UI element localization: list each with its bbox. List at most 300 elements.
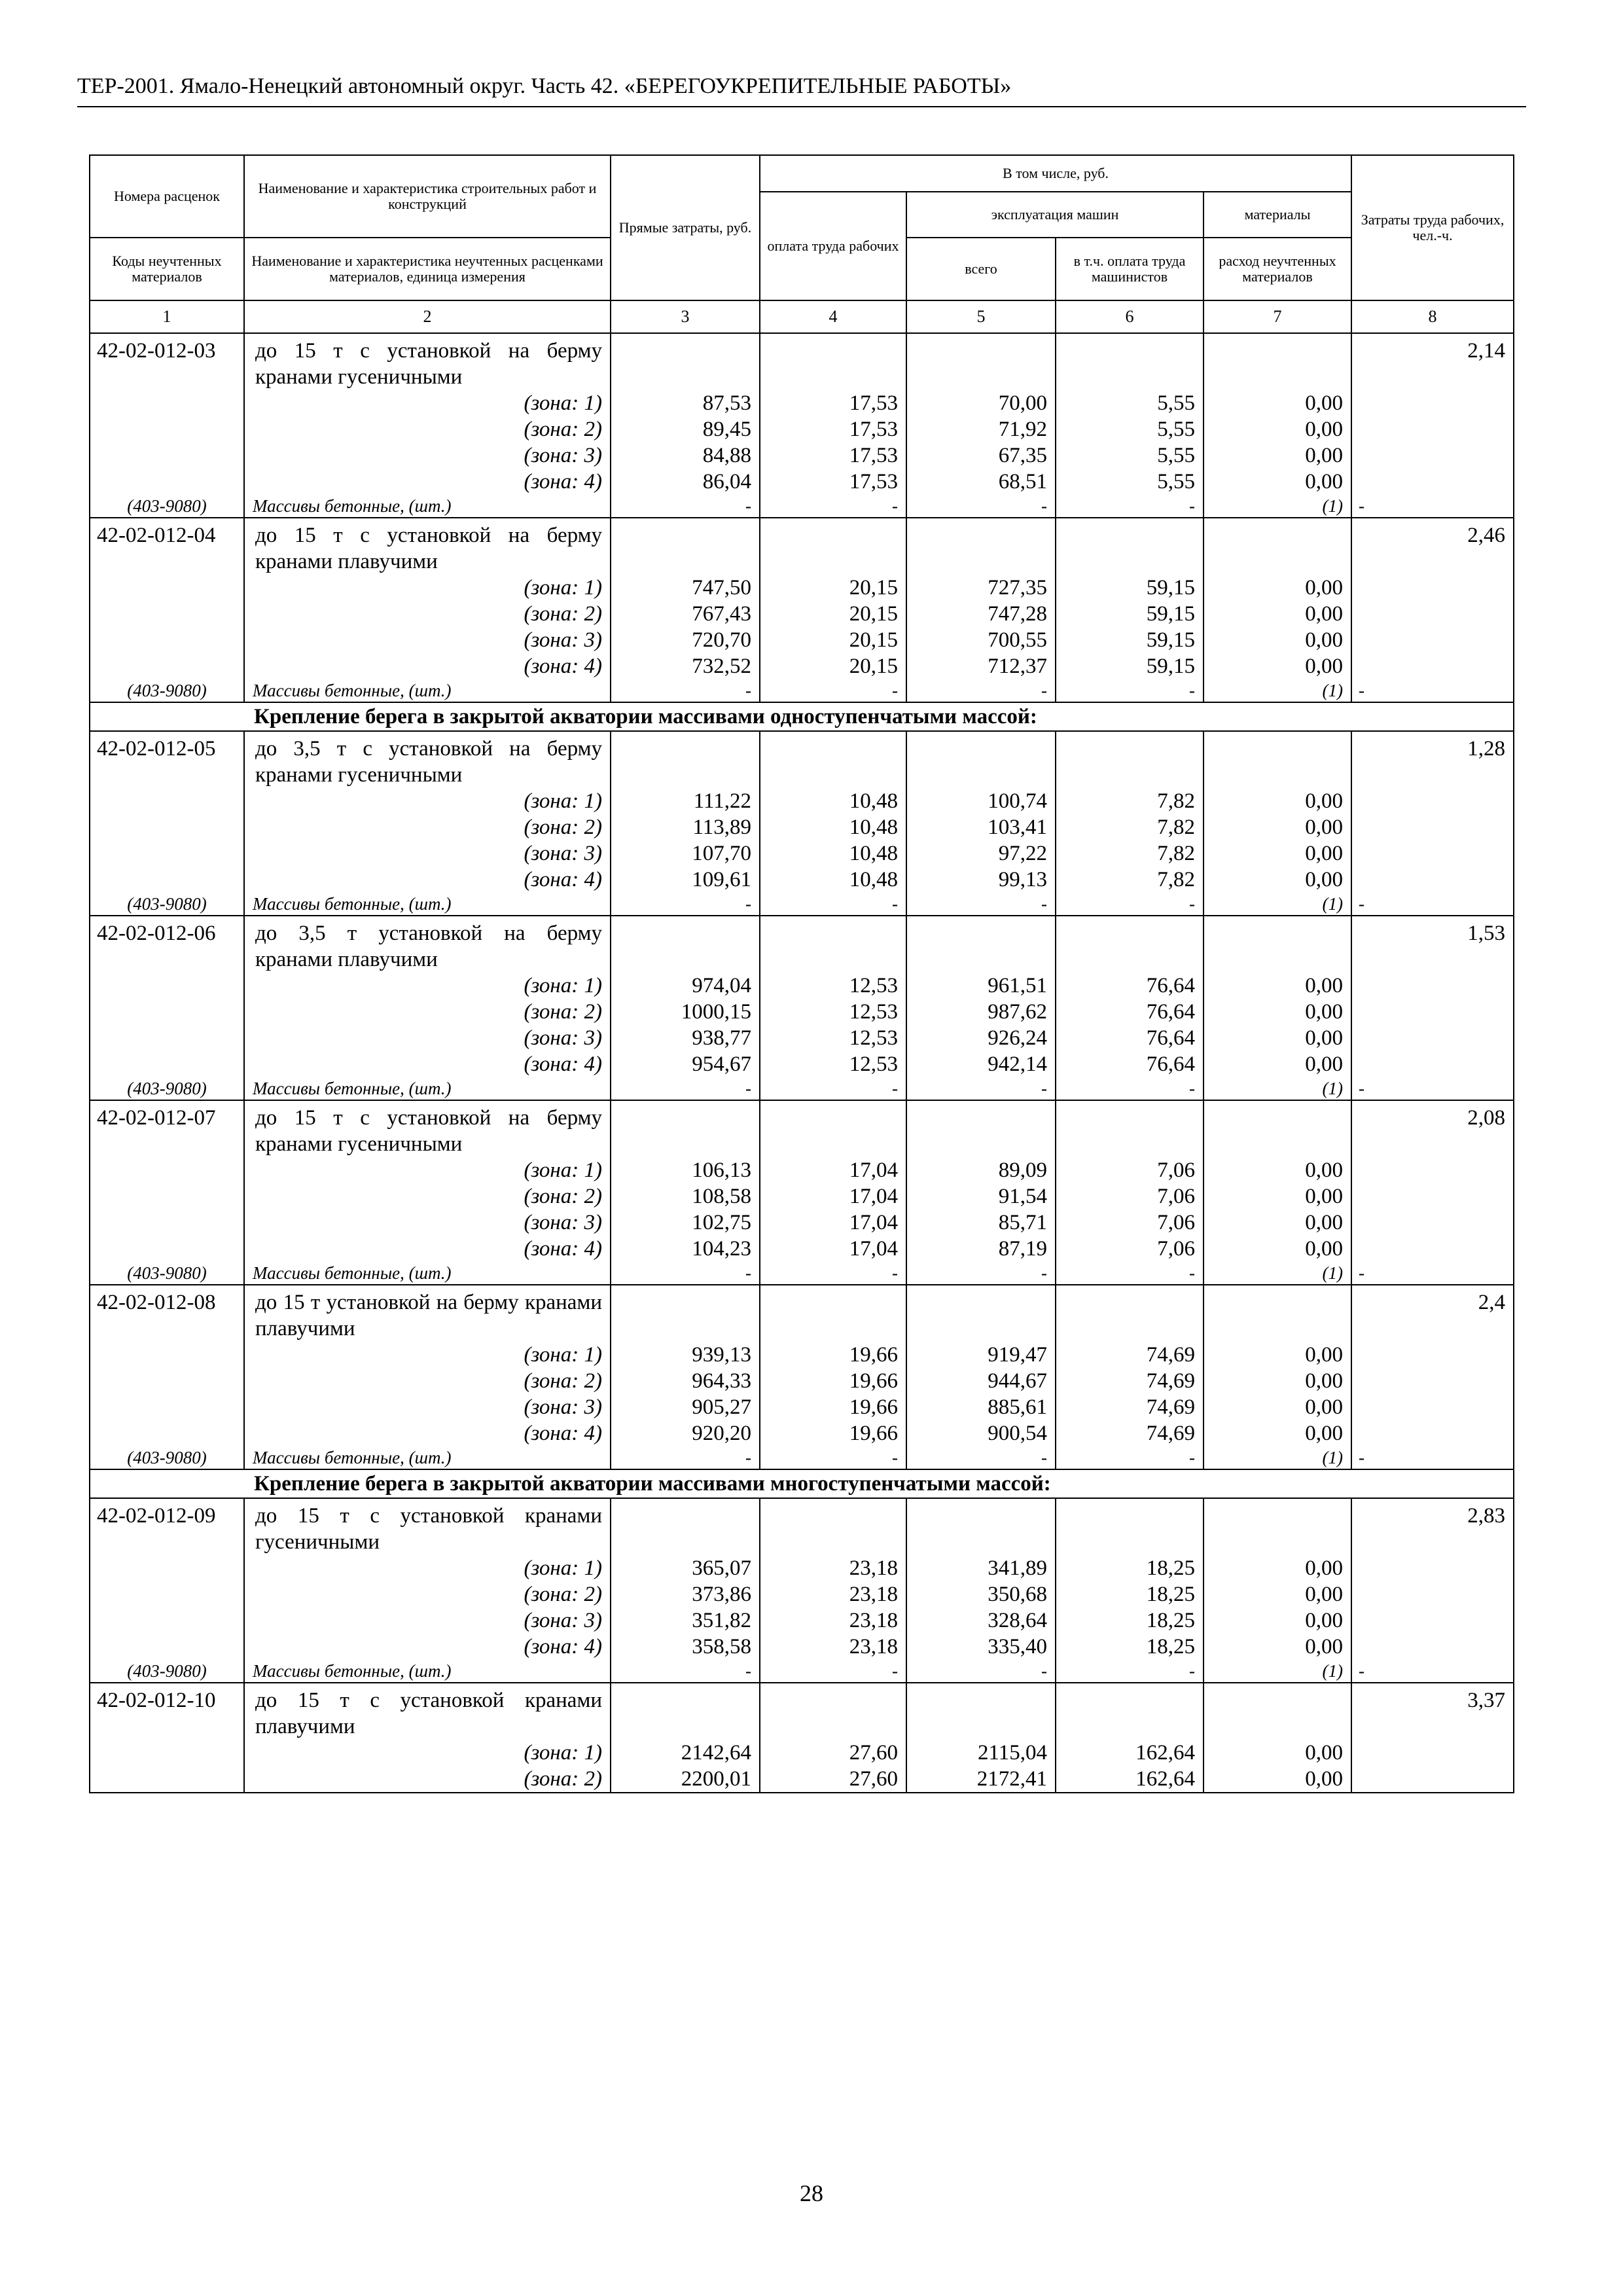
worker-wage: 23,18 [760,1555,906,1581]
direct-cost: 732,52 [611,653,760,679]
operator-wage: 7,82 [1056,788,1204,814]
material-code: (403-9080) [90,495,244,518]
material-machine: - [906,679,1056,702]
operator-wage: 18,25 [1056,1634,1204,1660]
operator-wage: 59,15 [1056,653,1204,679]
zone-row [90,653,1514,679]
rate-name: до 15 т с установкой на берму кранами плавучими [244,518,611,575]
operator-wage: 76,64 [1056,973,1204,999]
empty-cell [1056,1498,1204,1555]
machine-cost: 87,19 [906,1236,1056,1262]
zone-row [90,390,1514,416]
empty-cell [90,1634,244,1660]
worker-wage: 12,53 [760,999,906,1025]
operator-wage: 18,25 [1056,1581,1204,1607]
worker-wage: 12,53 [760,973,906,999]
material-code: (403-9080) [90,679,244,702]
rate-name: до 15 т с установкой кранами плавучими [244,1683,611,1740]
empty-cell [1351,1183,1514,1210]
empty-cell [906,1285,1056,1342]
material-usage: (1) [1204,1262,1351,1285]
material-direct: - [611,679,760,702]
material-cost: 0,00 [1204,973,1351,999]
material-cost: 0,00 [1204,1051,1351,1077]
worker-wage: 20,15 [760,575,906,601]
machine-cost: 987,62 [906,999,1056,1025]
empty-cell [1351,601,1514,627]
machine-cost: 70,00 [906,390,1056,416]
empty-cell [1351,1607,1514,1634]
machine-cost: 942,14 [906,1051,1056,1077]
rate-title-row [90,731,1514,788]
labor-cost: 2,14 [1351,333,1514,390]
direct-cost: 365,07 [611,1555,760,1581]
empty-cell [90,390,244,416]
zone-row [90,1555,1514,1581]
zone-row [90,469,1514,495]
col7-header: расход неучтенных материалов [1204,238,1351,300]
col2-bottom-header: Наименование и характеристика неучтенных расценками материалов, единица измерения [244,238,611,300]
material-code: (403-9080) [90,1262,244,1285]
material-cost: 0,00 [1204,1420,1351,1446]
rate-code: 42-02-012-07 [90,1100,244,1157]
direct-cost: 111,22 [611,788,760,814]
column-number: 4 [760,300,906,333]
zone-row [90,1766,1514,1793]
material-cost: 0,00 [1204,601,1351,627]
material-row [90,1446,1514,1469]
section-row [90,1469,1514,1498]
empty-cell [906,333,1056,390]
material-row [90,1077,1514,1100]
empty-cell [90,469,244,495]
operator-wage: 74,69 [1056,1394,1204,1420]
operator-wage: 74,69 [1056,1420,1204,1446]
empty-cell [1204,1100,1351,1157]
rate-code: 42-02-012-08 [90,1285,244,1342]
empty-cell [1351,788,1514,814]
rate-code: 42-02-012-06 [90,916,244,973]
material-operator: - [1056,1077,1204,1100]
operator-wage: 7,06 [1056,1236,1204,1262]
empty-cell [1204,916,1351,973]
material-cost: 0,00 [1204,653,1351,679]
worker-wage: 17,53 [760,469,906,495]
empty-cell [1351,1210,1514,1236]
empty-cell [90,1420,244,1446]
zone-label: (зона: 2) [244,601,611,627]
material-code: (403-9080) [90,1660,244,1683]
direct-cost: 905,27 [611,1394,760,1420]
worker-wage: 17,04 [760,1210,906,1236]
section-title: Крепление берега в закрытой акватории массивами одноступенчатыми массой: [90,702,1514,731]
worker-wage: 10,48 [760,788,906,814]
empty-cell [90,1555,244,1581]
direct-cost: 939,13 [611,1342,760,1368]
col1-top-header: Номера расценок [90,155,244,238]
empty-cell [90,973,244,999]
operator-wage: 18,25 [1056,1607,1204,1634]
labor-cost: 2,83 [1351,1498,1514,1555]
column-number: 2 [244,300,611,333]
zone-label: (зона: 1) [244,390,611,416]
empty-cell [90,1740,244,1766]
material-direct: - [611,495,760,518]
zone-label: (зона: 4) [244,1420,611,1446]
rate-title-row [90,518,1514,575]
direct-cost: 102,75 [611,1210,760,1236]
material-operator: - [1056,1446,1204,1469]
machine-cost: 944,67 [906,1368,1056,1394]
rate-name: до 3,5 т установкой на берму кранами плавучими [244,916,611,973]
empty-cell [1056,1285,1204,1342]
zone-row [90,1236,1514,1262]
operator-wage: 76,64 [1056,999,1204,1025]
direct-cost: 938,77 [611,1025,760,1051]
worker-wage: 23,18 [760,1634,906,1660]
empty-cell [1351,1025,1514,1051]
empty-cell [90,575,244,601]
material-usage: (1) [1204,495,1351,518]
empty-cell [1056,1683,1204,1740]
empty-cell [1351,1420,1514,1446]
empty-cell [90,840,244,867]
zone-row [90,1394,1514,1420]
empty-cell [1351,1051,1514,1077]
material-wage: - [760,893,906,916]
zone-label: (зона: 3) [244,1210,611,1236]
machine-cost: 335,40 [906,1634,1056,1660]
empty-cell [1056,518,1204,575]
direct-cost: 351,82 [611,1607,760,1634]
worker-wage: 20,15 [760,601,906,627]
empty-cell [1351,1740,1514,1766]
empty-cell [1204,1498,1351,1555]
direct-cost: 747,50 [611,575,760,601]
empty-cell [90,1025,244,1051]
material-usage: (1) [1204,679,1351,702]
empty-cell [1351,442,1514,469]
material-cost: 0,00 [1204,1766,1351,1793]
empty-cell [611,1100,760,1157]
zone-label: (зона: 2) [244,1183,611,1210]
machine-cost: 97,22 [906,840,1056,867]
material-cost: 0,00 [1204,1368,1351,1394]
worker-wage: 20,15 [760,627,906,653]
operator-wage: 7,82 [1056,840,1204,867]
empty-cell [90,601,244,627]
labor-cost: 2,08 [1351,1100,1514,1157]
empty-cell [1351,1766,1514,1793]
direct-cost: 109,61 [611,867,760,893]
zone-row [90,788,1514,814]
rate-title-row [90,1498,1514,1555]
rate-title-row [90,916,1514,973]
empty-cell [90,1342,244,1368]
zone-label: (зона: 2) [244,1766,611,1793]
empty-cell [1351,867,1514,893]
material-labor: - [1351,1660,1514,1683]
operator-wage: 7,06 [1056,1183,1204,1210]
machine-cost: 341,89 [906,1555,1056,1581]
worker-wage: 12,53 [760,1051,906,1077]
operator-wage: 59,15 [1056,627,1204,653]
rate-title-row [90,333,1514,390]
empty-cell [1351,1581,1514,1607]
direct-cost: 107,70 [611,840,760,867]
zone-row [90,1368,1514,1394]
zone-label: (зона: 4) [244,653,611,679]
material-row [90,1262,1514,1285]
material-name: Массивы бетонные, (шт.) [244,1660,611,1683]
empty-cell [1056,333,1204,390]
column-number: 6 [1056,300,1204,333]
empty-cell [611,1683,760,1740]
material-cost: 0,00 [1204,390,1351,416]
worker-wage: 19,66 [760,1394,906,1420]
material-cost: 0,00 [1204,1607,1351,1634]
empty-cell [1351,1394,1514,1420]
labor-cost: 1,53 [1351,916,1514,973]
material-cost: 0,00 [1204,1210,1351,1236]
direct-cost: 89,45 [611,416,760,442]
worker-wage: 20,15 [760,653,906,679]
machine-cost: 71,92 [906,416,1056,442]
empty-cell [1351,575,1514,601]
empty-cell [1351,1634,1514,1660]
direct-cost: 87,53 [611,390,760,416]
zone-row [90,999,1514,1025]
zone-row [90,575,1514,601]
direct-cost: 2200,01 [611,1766,760,1793]
worker-wage: 17,04 [760,1236,906,1262]
rate-name: до 15 т установкой на берму кранами плавучими [244,1285,611,1342]
material-cost: 0,00 [1204,867,1351,893]
zone-label: (зона: 2) [244,416,611,442]
section-row [90,702,1514,731]
worker-wage: 17,53 [760,416,906,442]
empty-cell [1204,1683,1351,1740]
empty-cell [1351,1157,1514,1183]
zone-row [90,840,1514,867]
column-number-row [90,300,1514,333]
zone-row [90,1157,1514,1183]
zone-row [90,1634,1514,1660]
empty-cell [90,867,244,893]
empty-cell [906,916,1056,973]
rate-name: до 15 т с установкой кранами гусеничными [244,1498,611,1555]
zone-label: (зона: 1) [244,575,611,601]
machine-cost: 926,24 [906,1025,1056,1051]
rate-code: 42-02-012-05 [90,731,244,788]
zone-row [90,1342,1514,1368]
zone-label: (зона: 4) [244,867,611,893]
zone-row [90,1183,1514,1210]
operator-wage: 74,69 [1056,1368,1204,1394]
direct-cost: 84,88 [611,442,760,469]
material-labor: - [1351,1446,1514,1469]
material-wage: - [760,1446,906,1469]
group-header: В том числе, руб. [760,155,1351,192]
material-labor: - [1351,495,1514,518]
machine-cost: 91,54 [906,1183,1056,1210]
rate-code: 42-02-012-10 [90,1683,244,1740]
material-cost: 0,00 [1204,469,1351,495]
material-row [90,495,1514,518]
operator-wage: 59,15 [1056,575,1204,601]
operator-wage: 76,64 [1056,1051,1204,1077]
material-machine: - [906,1077,1056,1100]
column-number: 1 [90,300,244,333]
worker-wage: 12,53 [760,1025,906,1051]
empty-cell [1351,1368,1514,1394]
empty-cell [1056,916,1204,973]
material-machine: - [906,1446,1056,1469]
empty-cell [611,518,760,575]
material-name: Массивы бетонные, (шт.) [244,679,611,702]
empty-cell [1351,840,1514,867]
zone-row [90,416,1514,442]
zone-label: (зона: 1) [244,788,611,814]
zone-label: (зона: 1) [244,973,611,999]
worker-wage: 19,66 [760,1342,906,1368]
material-wage: - [760,679,906,702]
empty-cell [90,1581,244,1607]
zone-row [90,1607,1514,1634]
zone-label: (зона: 2) [244,1581,611,1607]
zone-row [90,814,1514,840]
machine-cost: 885,61 [906,1394,1056,1420]
material-cost: 0,00 [1204,416,1351,442]
empty-cell [90,788,244,814]
empty-cell [1351,469,1514,495]
materials-header: материалы [1204,192,1351,238]
operator-wage: 162,64 [1056,1766,1204,1793]
empty-cell [906,1683,1056,1740]
operator-wage: 76,64 [1056,1025,1204,1051]
empty-cell [760,1498,906,1555]
rate-title-row [90,1100,1514,1157]
machine-cost: 67,35 [906,442,1056,469]
zone-row [90,1740,1514,1766]
col2-top-header: Наименование и характеристика строительных работ и конструкций [244,155,611,238]
section-title: Крепление берега в закрытой акватории массивами многоступенчатыми массой: [90,1469,1514,1498]
material-name: Массивы бетонные, (шт.) [244,495,611,518]
worker-wage: 10,48 [760,840,906,867]
price-table [89,154,1513,1793]
material-machine: - [906,495,1056,518]
operator-wage: 5,55 [1056,390,1204,416]
zone-label: (зона: 1) [244,1157,611,1183]
material-name: Массивы бетонные, (шт.) [244,893,611,916]
direct-cost: 964,33 [611,1368,760,1394]
worker-wage: 17,53 [760,442,906,469]
material-direct: - [611,1077,760,1100]
operator-wage: 162,64 [1056,1740,1204,1766]
empty-cell [1204,731,1351,788]
material-cost: 0,00 [1204,1740,1351,1766]
empty-cell [1351,999,1514,1025]
material-cost: 0,00 [1204,1025,1351,1051]
material-cost: 0,00 [1204,442,1351,469]
material-usage: (1) [1204,1446,1351,1469]
material-usage: (1) [1204,1660,1351,1683]
material-operator: - [1056,1660,1204,1683]
empty-cell [90,1210,244,1236]
empty-cell [90,442,244,469]
direct-cost: 974,04 [611,973,760,999]
machine-cost: 99,13 [906,867,1056,893]
empty-cell [1351,1342,1514,1368]
material-row [90,893,1514,916]
material-direct: - [611,1262,760,1285]
material-usage: (1) [1204,893,1351,916]
worker-wage: 27,60 [760,1766,906,1793]
zone-label: (зона: 1) [244,1740,611,1766]
operator-wage: 5,55 [1056,416,1204,442]
worker-wage: 23,18 [760,1607,906,1634]
column-number: 3 [611,300,760,333]
machine-cost: 328,64 [906,1607,1056,1634]
zone-row [90,1581,1514,1607]
material-cost: 0,00 [1204,999,1351,1025]
machine-cost: 89,09 [906,1157,1056,1183]
material-operator: - [1056,495,1204,518]
column-number: 5 [906,300,1056,333]
empty-cell [90,1766,244,1793]
machine-cost: 900,54 [906,1420,1056,1446]
zone-label: (зона: 2) [244,999,611,1025]
material-machine: - [906,893,1056,916]
empty-cell [1056,731,1204,788]
col3-header: Прямые затраты, руб. [611,155,760,300]
empty-cell [1204,333,1351,390]
empty-cell [611,1498,760,1555]
empty-cell [760,1285,906,1342]
machine-cost: 68,51 [906,469,1056,495]
col6-header: в т.ч. оплата труда машинистов [1056,238,1204,300]
zone-label: (зона: 2) [244,814,611,840]
empty-cell [90,653,244,679]
empty-cell [90,999,244,1025]
machine-cost: 747,28 [906,601,1056,627]
operator-wage: 5,55 [1056,442,1204,469]
material-operator: - [1056,1262,1204,1285]
empty-cell [1351,627,1514,653]
material-wage: - [760,1077,906,1100]
empty-cell [906,731,1056,788]
direct-cost: 720,70 [611,627,760,653]
direct-cost: 920,20 [611,1420,760,1446]
direct-cost: 113,89 [611,814,760,840]
empty-cell [90,1183,244,1210]
empty-cell [90,814,244,840]
material-cost: 0,00 [1204,1183,1351,1210]
worker-wage: 10,48 [760,814,906,840]
empty-cell [90,416,244,442]
direct-cost: 767,43 [611,601,760,627]
material-code: (403-9080) [90,893,244,916]
zone-label: (зона: 3) [244,1394,611,1420]
empty-cell [611,333,760,390]
zone-label: (зона: 2) [244,1368,611,1394]
machine-cost: 712,37 [906,653,1056,679]
material-code: (403-9080) [90,1077,244,1100]
material-cost: 0,00 [1204,1581,1351,1607]
empty-cell [611,731,760,788]
material-usage: (1) [1204,1077,1351,1100]
zone-row [90,601,1514,627]
